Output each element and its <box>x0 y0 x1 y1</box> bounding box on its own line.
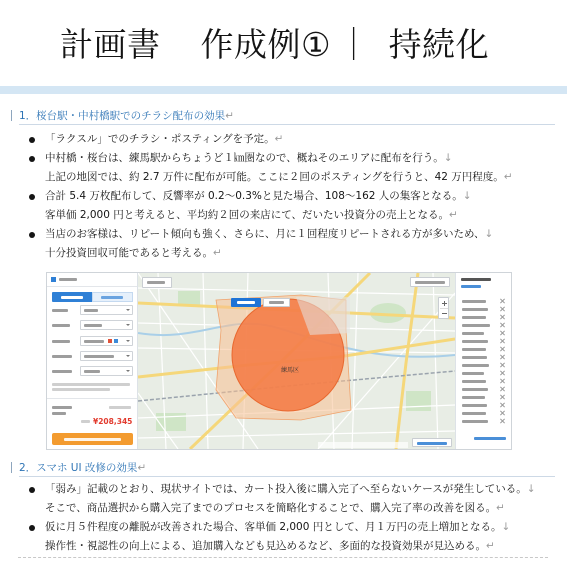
divider <box>440 308 448 309</box>
section-heading <box>19 461 555 477</box>
illegible-text <box>462 388 488 391</box>
return-mark: ↵ <box>486 540 495 552</box>
map-graphic <box>138 273 455 449</box>
distribution-map-screenshot <box>46 272 512 450</box>
illegible-text <box>462 308 488 311</box>
chevron-down-icon <box>126 324 130 326</box>
section-heading-text: 2．スマホ UI 改修の効果 <box>19 462 138 474</box>
section-heading <box>19 109 555 125</box>
selected-area-row <box>456 369 510 377</box>
list-item <box>0 225 560 244</box>
close-icon <box>500 403 505 408</box>
illegible-text <box>59 278 77 281</box>
map-canvas <box>138 273 455 449</box>
selected-area-row <box>456 361 510 369</box>
bullet-icon <box>29 232 35 238</box>
list-item <box>0 130 560 149</box>
add-to-cart-button <box>52 433 133 445</box>
field-label <box>52 324 70 327</box>
close-icon <box>500 299 505 304</box>
chevron-down-icon <box>126 355 130 357</box>
page-title-part: 持続化 <box>388 25 490 64</box>
selected-area-row <box>456 409 510 417</box>
park <box>406 391 431 411</box>
illegible-text <box>415 281 445 284</box>
list-item-continuation <box>0 499 560 518</box>
selected-area-row <box>456 329 510 337</box>
illegible-text <box>84 309 98 312</box>
map-toolbar <box>142 277 172 288</box>
return-mark: ↵ <box>137 462 147 474</box>
illegible-text <box>474 437 506 440</box>
list-item-text: 合計 5.4 万枚配布して、反響率が 0.2～0.3%と見た場合、108～162 人の集客となる。 <box>45 190 463 202</box>
illegible-text <box>462 316 486 319</box>
line-break-mark: ↓ <box>484 228 494 240</box>
tab-inactive <box>92 292 133 302</box>
close-icon <box>500 315 505 320</box>
illegible-text <box>462 300 486 303</box>
section-heading-text: 1．桜台駅・中村橋駅でのチラシ配布の効果 <box>19 110 226 122</box>
close-icon <box>500 307 505 312</box>
close-icon <box>500 411 505 416</box>
list-item-continuation <box>0 537 560 556</box>
zoom-control <box>438 297 449 319</box>
illegible-text <box>461 285 481 288</box>
bullet-list <box>0 130 560 263</box>
illegible-text <box>64 438 121 441</box>
list-item-text: 仮に月５件程度の離脱が改善された場合、客単価 2,000 円として、月１万円の売上増加となる。 <box>45 521 502 533</box>
illegible-text <box>462 348 486 351</box>
illegible-text <box>237 301 255 304</box>
chevron-down-icon <box>126 370 130 372</box>
divider <box>47 286 137 287</box>
selected-area-row <box>456 377 510 385</box>
return-mark: ↵ <box>503 171 513 183</box>
illegible-text <box>462 420 488 423</box>
color-swatch-icon <box>114 339 118 343</box>
illegible-text <box>109 406 131 409</box>
map-mode-button <box>263 298 290 307</box>
return-mark: ↵ <box>213 247 222 259</box>
field-label <box>52 309 68 312</box>
paragraph-marker <box>11 110 12 121</box>
page-title-separator: ｜ <box>337 25 371 64</box>
chevron-down-icon <box>126 309 130 311</box>
selected-area-row <box>456 385 510 393</box>
select-field <box>80 305 133 315</box>
selected-area-row <box>456 297 510 305</box>
illegible-text <box>417 442 447 445</box>
list-item-text: 十分投資回収可能であると考える。 <box>45 247 213 259</box>
paragraph-marker <box>11 462 12 473</box>
close-icon <box>500 395 505 400</box>
illegible-text <box>101 296 123 299</box>
illegible-text <box>462 396 485 399</box>
close-icon <box>500 363 505 368</box>
close-icon <box>500 379 505 384</box>
map-settings-panel <box>47 273 138 449</box>
close-icon <box>500 355 505 360</box>
selected-area-row <box>456 305 510 313</box>
close-icon <box>500 371 505 376</box>
panel-header-icon <box>51 277 56 282</box>
list-item-text: 客単価 2,000 円と考えると、平均約２回の来店にて、だいたい投資分の売上となる。 <box>45 209 450 221</box>
illegible-text <box>462 364 489 367</box>
close-icon <box>500 387 505 392</box>
illegible-text <box>84 340 104 343</box>
illegible-text <box>52 388 110 391</box>
select-field <box>80 351 133 361</box>
page-title <box>60 20 489 70</box>
illegible-text <box>84 324 102 327</box>
illegible-text <box>81 420 90 423</box>
plus-icon <box>444 301 445 306</box>
selected-area-row <box>456 393 510 401</box>
illegible-text <box>462 372 484 375</box>
illegible-text <box>462 412 486 415</box>
map-mode-button <box>231 298 261 307</box>
return-mark: ↵ <box>496 502 505 514</box>
page-title-part: 計画書 <box>60 25 161 64</box>
list-item <box>0 518 560 537</box>
chevron-down-icon <box>126 340 130 342</box>
bullet-icon <box>29 194 35 200</box>
illegible-text <box>61 296 83 299</box>
return-mark: ↵ <box>225 110 234 122</box>
bullet-icon <box>29 137 35 143</box>
list-item-text: 当店のお客様は、リピート傾向も強く、さらに、月に１回程度リピートされる方が多いため、 <box>45 228 485 240</box>
list-item-text: 「ラクスル」でのチラシ・ポスティングを予定。 <box>45 133 275 145</box>
line-break-mark: ↓ <box>462 190 472 202</box>
field-label <box>52 340 70 343</box>
select-field <box>80 320 133 330</box>
title-divider-band <box>0 86 567 94</box>
panel-title <box>461 278 491 281</box>
list-item-text: 中村橋・桜台は、練馬駅からちょうど１㎞圏なので、概ねそのエリアに配布を行う。 <box>45 152 444 164</box>
illegible-text <box>147 281 165 284</box>
bullet-list <box>0 480 560 556</box>
illegible-text <box>462 404 487 407</box>
list-item-text: 「弱み」記載のとおり、現状サイトでは、カート投入後に購入完了へ至らないケースが発生している。 <box>45 483 527 495</box>
list-item-text: 上記の地図では、約 2.7 万件に配布が可能。ここに２回のポスティングを行うと、42 万円程度。 <box>45 171 504 183</box>
map-attribution <box>318 442 408 448</box>
bullet-icon <box>29 525 35 531</box>
line-break-mark: ↓ <box>443 152 453 164</box>
selected-area-row <box>456 313 510 321</box>
selected-area-panel <box>455 273 511 449</box>
return-mark: ↵ <box>274 133 284 145</box>
selected-area-row <box>456 321 510 329</box>
list-item <box>0 480 560 499</box>
total-price: ¥208,345 <box>93 417 133 426</box>
bullet-icon <box>29 156 35 162</box>
color-swatch-icon <box>108 339 112 343</box>
close-icon <box>500 347 505 352</box>
list-item-text: そこで、商品選択から購入完了までのプロセスを簡略化することで、購入完了率の改善を図る。 <box>45 502 497 514</box>
map-link <box>412 438 452 447</box>
selected-area-row <box>456 353 510 361</box>
illegible-text <box>52 406 72 409</box>
list-item <box>0 149 560 168</box>
illegible-text <box>269 301 284 304</box>
section-break-line <box>18 557 548 558</box>
illegible-text <box>462 332 484 335</box>
area-label: 練馬区 <box>280 367 300 374</box>
list-item-text: 操作性・視認性の向上による、追加購入なども見込めるなど、多面的な投資効果が見込める。 <box>45 540 486 552</box>
list-item-continuation <box>0 206 560 225</box>
close-icon <box>500 419 505 424</box>
line-break-mark: ↓ <box>501 521 511 533</box>
minus-icon <box>442 313 447 314</box>
map-display-settings <box>410 277 450 287</box>
list-item-continuation <box>0 168 560 187</box>
illegible-text <box>84 370 100 373</box>
illegible-text <box>462 356 487 359</box>
selected-area-row <box>456 401 510 409</box>
list-item-continuation <box>0 244 560 263</box>
divider <box>47 398 137 399</box>
field-label <box>52 355 72 358</box>
tab-active <box>52 292 92 302</box>
select-field <box>80 366 133 376</box>
selected-area-row <box>456 345 510 353</box>
illegible-text <box>462 324 490 327</box>
select-field <box>80 336 133 346</box>
list-item <box>0 187 560 206</box>
illegible-text <box>462 380 486 383</box>
selected-area-row <box>456 417 510 425</box>
page-title-part: 作成例① <box>200 25 332 64</box>
bullet-icon <box>29 487 35 493</box>
close-icon <box>500 323 505 328</box>
close-icon <box>500 339 505 344</box>
close-icon <box>500 331 505 336</box>
park <box>178 291 200 305</box>
illegible-text <box>52 383 130 386</box>
field-label <box>52 370 72 373</box>
line-break-mark: ↓ <box>526 483 536 495</box>
illegible-text <box>52 412 66 415</box>
return-mark: ↵ <box>449 209 458 221</box>
illegible-text <box>462 340 488 343</box>
selected-area-row <box>456 337 510 345</box>
illegible-text <box>84 355 114 358</box>
